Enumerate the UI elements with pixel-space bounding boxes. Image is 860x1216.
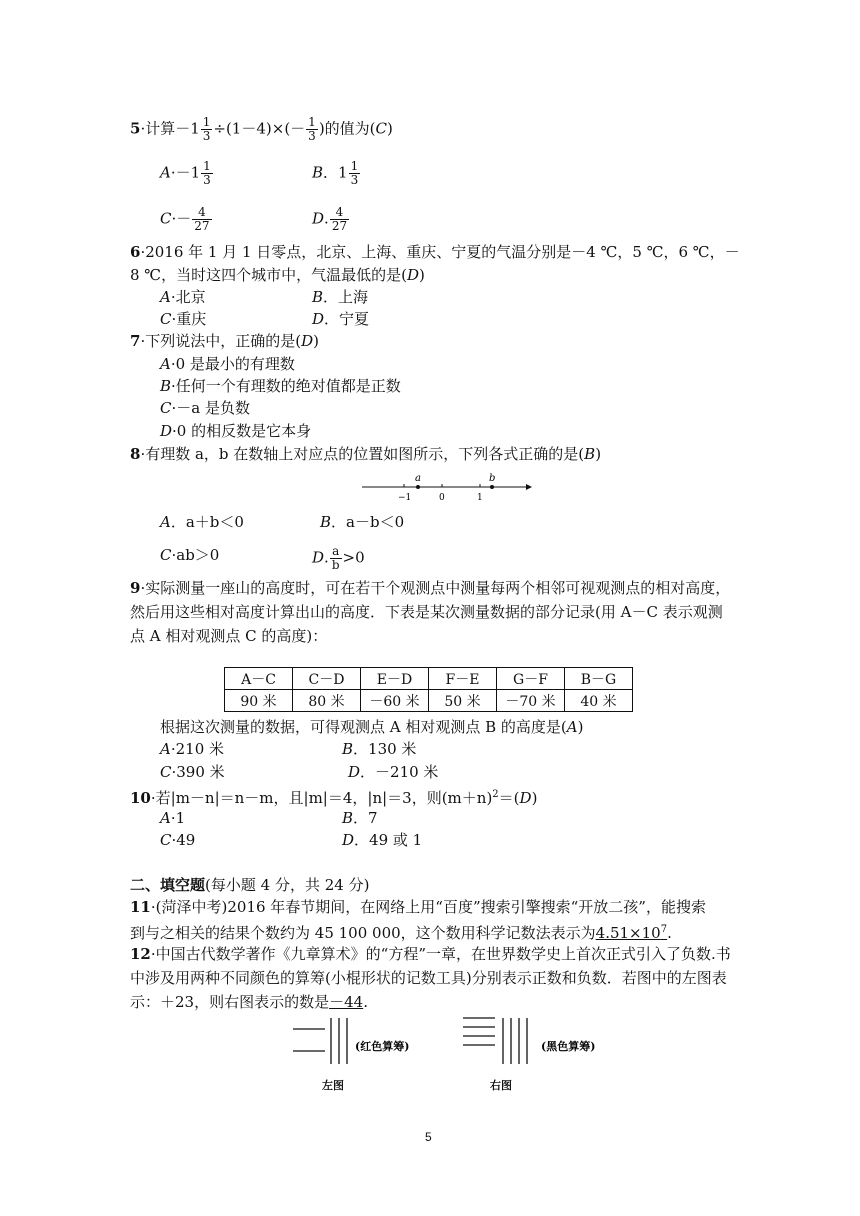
q6-option-a: A·北京 xyxy=(160,288,206,306)
number-line-figure xyxy=(360,470,535,504)
q8-option-c: C·ab＞0 xyxy=(160,546,220,564)
q11-line2: 到与之相关的结果个数约为 45 100 000，这个数用科学记数法表示为$4.51\times 10^7$. xyxy=(130,924,672,942)
q9-line2: 然后用这些相对高度计算出山的高度．下表是某次测量数据的部分记录(用 A－C 表示观测 xyxy=(130,603,723,621)
q9-option-c: C·390 米 xyxy=(160,763,225,781)
table-cell: 40 米 xyxy=(565,690,633,712)
q5-frac1: $\frac{1}{3}$ xyxy=(202,115,211,143)
table-row xyxy=(225,690,633,712)
q12-line2: 中涉及用两种不同颜色的算筹(小棍形状的记数工具)分别表示正数和负数．若图中的左图表 xyxy=(130,969,727,987)
q5-answer: C xyxy=(375,119,388,138)
table-cell: 90 米 xyxy=(225,690,293,712)
tick-label-one: 1 xyxy=(477,493,483,503)
q6-number: 6 xyxy=(130,243,141,261)
q12-answer: －44 xyxy=(329,993,364,1011)
q12-number: 12 xyxy=(130,945,151,963)
table-cell: 50 米 xyxy=(429,690,497,712)
q5-option-c: C·－ $\frac{4}{27}$ xyxy=(160,205,210,233)
q9-option-b: B．130 米 xyxy=(342,740,417,758)
q7-option-c: C·－a 是负数 xyxy=(160,399,250,417)
right-caption: (黑色算筹) xyxy=(541,1040,596,1053)
q6-line2: 8 ℃，当时这四个城市中，气温最低的是(D) xyxy=(130,266,425,284)
table-cell: 80 米 xyxy=(293,690,361,712)
table-header-cell: B－G xyxy=(565,668,633,690)
q9-line3: 点 A 相对观测点 C 的高度)： xyxy=(130,627,328,645)
q9-number: 9 xyxy=(130,579,141,597)
table-header-row xyxy=(225,668,633,690)
q10-option-c: C·49 xyxy=(160,831,196,849)
q5-text-b: ÷(1－4)×(－ xyxy=(213,119,306,138)
table-header-cell: A－C xyxy=(225,668,293,690)
q6-line1: 6·2016 年 1 月 1 日零点，北京、上海、重庆、宁夏的气温分别是－4 ℃，5 ℃，6 ℃，－ xyxy=(130,243,740,261)
q10-option-a: A·1 xyxy=(160,809,186,827)
table-header-cell: C－D xyxy=(293,668,361,690)
q7-option-d: D·0 的相反数是它本身 xyxy=(160,422,312,440)
q8-option-a: A．a＋b＜0 xyxy=(160,513,244,531)
q6-option-b: B．上海 xyxy=(312,288,369,306)
q6-answer: D xyxy=(406,266,419,284)
q10-stem: 10·若|m－n|＝n－m，且|m|＝4，|n|＝3，则$(m+n)^2=(D)$ xyxy=(130,789,538,807)
q9-line4: 根据这次测量的数据，可得观测点 A 相对观测点 B 的高度是(A) xyxy=(160,718,584,736)
table-cell: －60 米 xyxy=(361,690,429,712)
q5-option-d: D. $\frac{4}{27}$ xyxy=(312,205,348,233)
q5-option-b: B．1 $\frac{1}{3}$ xyxy=(312,159,359,187)
q7-number: 7 xyxy=(130,332,141,350)
q8-option-d: D. $\frac{a}{b}$ >0 xyxy=(312,544,365,572)
table-cell: －70 米 xyxy=(497,690,565,712)
q8-option-b: B．a－b＜0 xyxy=(320,513,405,531)
table-header-cell: E－D xyxy=(361,668,429,690)
q10-number: 10 xyxy=(130,789,151,807)
q8-stem: 8·有理数 a，b 在数轴上对应点的位置如图所示，下列各式正确的是(B) xyxy=(130,445,602,463)
q11-line1: 11·(菏泽中考)2016 年春节期间，在网络上用“百度”搜索引擎搜索“开放二孩”，能搜索 xyxy=(130,898,706,916)
tick-label-minus1: −1 xyxy=(398,493,412,503)
q7-answer: D xyxy=(301,332,314,350)
q7-option-b: B·任何一个有理数的绝对值都是正数 xyxy=(160,377,401,395)
q6-option-d: D．宁夏 xyxy=(312,310,370,328)
q5-frac2: $\frac{1}{3}$ xyxy=(308,115,316,143)
q6-option-c: C·重庆 xyxy=(160,310,207,328)
q7-option-a: A·0 是最小的有理数 xyxy=(160,355,295,373)
q7-stem: 7·下列说法中，正确的是(D) xyxy=(130,332,319,350)
q10-option-d: D．49 或 1 xyxy=(342,831,423,849)
q11-answer: $4.51\times 10^7$ xyxy=(595,924,668,942)
q9-option-d: D．－210 米 xyxy=(348,763,439,781)
q9-option-a: A·210 米 xyxy=(160,740,225,758)
left-figure-label: 左图 xyxy=(322,1079,344,1092)
tick-label-zero: 0 xyxy=(439,493,445,503)
q12-line1: 12·中国古代数学著作《九章算术》的“方程”一章，在世界数学史上首次正式引入了负数.书 xyxy=(130,945,731,963)
q12-line3: 示：＋23，则右图表示的数是－44. xyxy=(130,993,368,1011)
q5-text: ·计算－1 xyxy=(140,119,200,138)
counting-rods-figure xyxy=(285,1012,625,1077)
point-b xyxy=(490,485,494,489)
section-heading: 二、填空题(每小题 4 分，共 24 分) xyxy=(130,876,370,894)
q8-answer: B xyxy=(584,445,596,463)
q5-stem: 5·计算－1 $\frac{1}{3}$ ÷(1－4)×(－ $\frac{1}{3}$ )的值为(C) xyxy=(130,115,393,143)
page-number: 5 xyxy=(425,1130,432,1144)
axis-arrow xyxy=(526,484,532,490)
q5-text-c: )的值为( xyxy=(318,119,376,138)
q11-number: 11 xyxy=(130,898,151,916)
q9-answer: A xyxy=(566,718,578,736)
q10-option-b: B．7 xyxy=(342,809,378,827)
label-a: a xyxy=(415,473,421,484)
q8-number: 8 xyxy=(130,445,141,463)
label-b: b xyxy=(489,473,496,484)
q5-option-a: A·－1 $\frac{1}{3}$ xyxy=(160,159,211,187)
left-caption: (红色算筹) xyxy=(355,1040,410,1053)
q5-number: 5 xyxy=(130,119,141,138)
table-header-cell: G－F xyxy=(497,668,565,690)
table-header-cell: F－E xyxy=(429,668,497,690)
q10-answer: D xyxy=(519,789,532,807)
height-table xyxy=(224,667,633,712)
point-a xyxy=(416,485,420,489)
right-figure-label: 右图 xyxy=(490,1079,512,1092)
q9-line1: 9·实际测量一座山的高度时，可在若干个观测点中测量每两个相邻可视观测点的相对高度， xyxy=(130,579,731,597)
